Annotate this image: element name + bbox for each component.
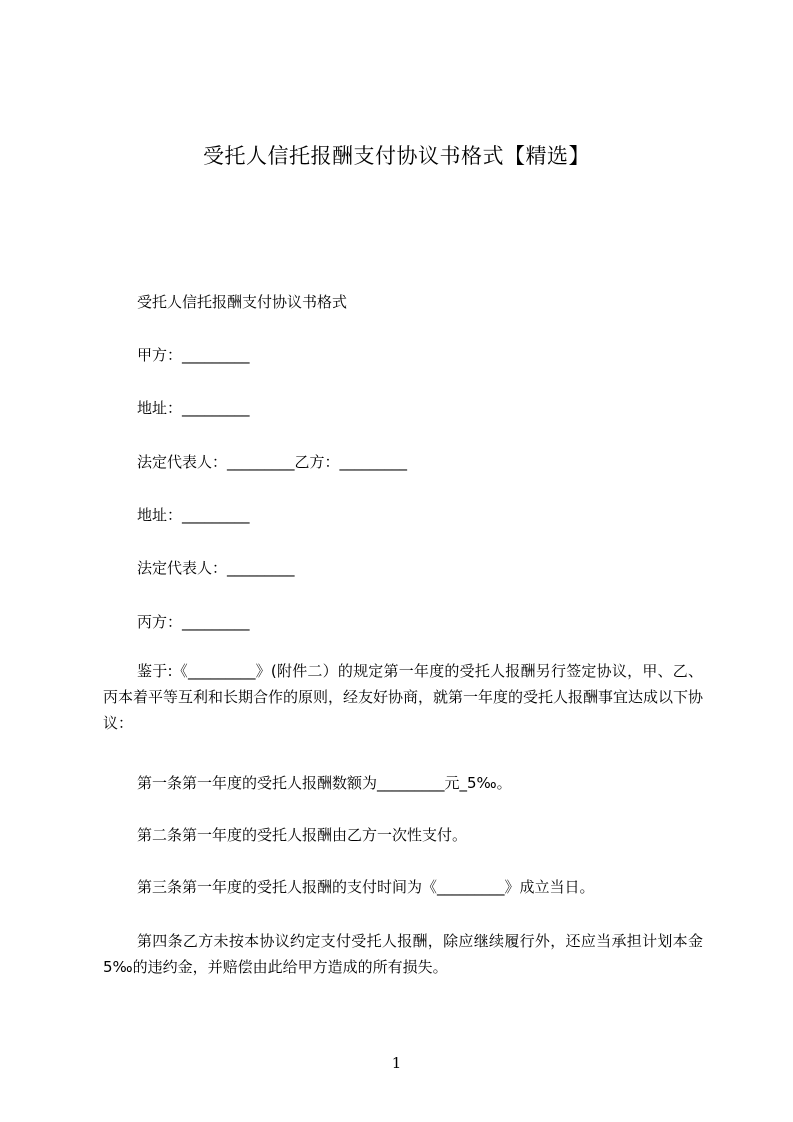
party-b-representative-line: 法定代表人：_________ [137,559,295,577]
article-1: 第一条第一年度的受托人报酬数额为_________元_5‰。 [137,774,512,792]
party-b-address-line: 地址：_________ [137,506,250,524]
page-number: 1 [391,1054,402,1072]
article-4: 第四条乙方未按本协议约定支付受托人报酬，除应继续履行外，还应当承担计划本金 5‰的违约金，并赔偿由此给甲方造成的所有损失。 [103,932,703,976]
representative-party-b-line: 法定代表人：_________乙方：_________ [137,453,408,471]
party-c-line: 丙方：_________ [137,613,250,631]
party-a-line: 甲方：_________ [137,346,250,364]
document-title: 受托人信托报酬支付协议书格式【精选】 [203,144,590,168]
document-subtitle: 受托人信托报酬支付协议书格式 [137,293,348,311]
party-a-address-line: 地址：_________ [137,399,250,417]
preamble-paragraph: 鉴于:《_________》(附件二）的规定第一年度的受托人报酬另行签定协议，甲、乙、丙本着平等互利和长期合作的原则，经友好协商，就第一年度的受托人报酬事宜达成以下协议： [103,662,704,732]
article-2: 第二条第一年度的受托人报酬由乙方一次性支付。 [137,826,468,844]
article-3: 第三条第一年度的受托人报酬的支付时间为《_________》成立当日。 [137,878,595,896]
